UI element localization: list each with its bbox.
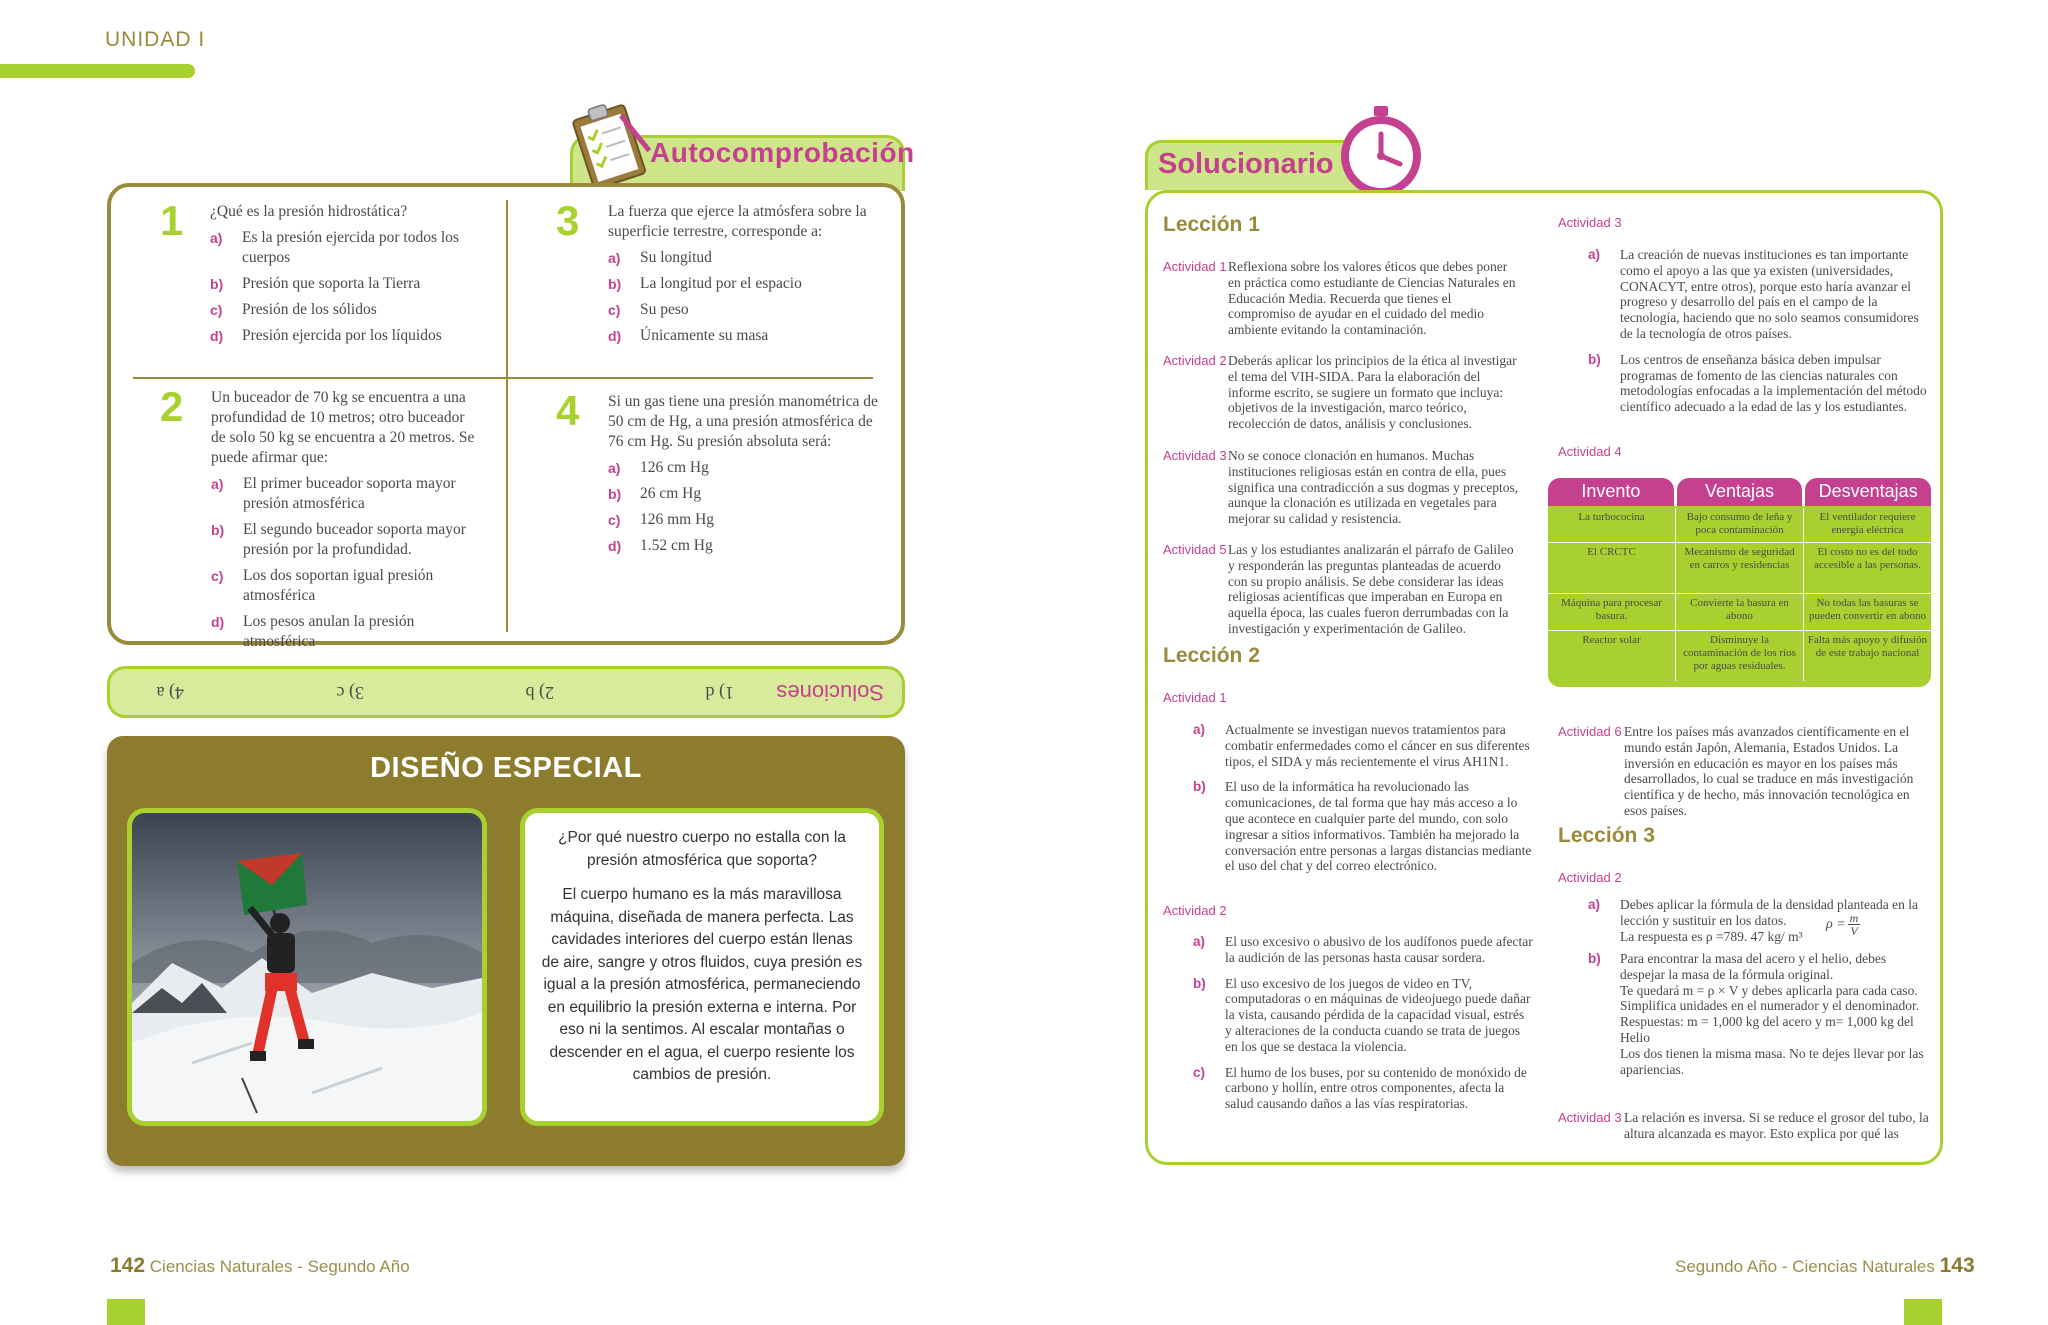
table-cell: Reactor solar xyxy=(1548,631,1676,681)
list-item: a) Actualmente se investigan nuevos tratamientos para combatir enfermedades como el cáncer en sus diferentes tipos, el SIDA y más recientemente el virus AH1N1. xyxy=(1193,722,1530,769)
answer-option: d) 1.52 cm Hg xyxy=(608,537,713,554)
answer-option: a) Es la presión ejercida por todos los cuerpos xyxy=(210,229,459,266)
page-number-left: 142 xyxy=(110,1254,146,1277)
table-cell: La turbococina xyxy=(1548,508,1676,542)
diseno-especial-title: DISEÑO ESPECIAL xyxy=(370,752,642,784)
actividad-2-label: Actividad 2 xyxy=(1163,903,1227,918)
list-item: b) Para encontrar la masa del acero y el helio, debes despejar la masa de la fórmula original. Te quedará m = ρ × V y debes aplicarla para cada caso. Simplifica unidades en el numerador y el denominador. Respuestas: m = 1,000 kg del acero y m= 1,000 kg del Helio Los dos tienen la misma masa. No te dejes llevar por las apariencias. xyxy=(1588,951,1924,1077)
answer-option: a) 126 cm Hg xyxy=(608,459,709,476)
actividad-3-entry: Actividad 3 No se conoce clonación en humanos. Muchas instituciones religiosas están en contra de ella, pues significa una contradicción a sus dogmas y preceptos, aunque la clonación es utilizada en vegetales para mejorar su calidad y resistencia. xyxy=(1163,448,1519,527)
question-3-number: 3 xyxy=(556,197,580,244)
solution-answer: 1) d xyxy=(705,683,734,703)
horizontal-divider xyxy=(133,377,873,379)
question-stem: La fuerza que ejerce la atmósfera sobre la superficie terrestre, corresponde a: xyxy=(608,203,867,240)
answer-option: d) Los pesos anulan la presión atmosférica xyxy=(211,613,415,650)
vertical-divider xyxy=(506,200,508,632)
actividad-5-entry: Actividad 5 Las y los estudiantes analizarán el párrafo de Galileo y responderán las preguntas planteadas de acuerdo con su propio análisis. Se debe considerar las ideas religiosas acientíficas que imperaban en Europa en aquella época, las cuales fueron derrumbadas con la investigación y experimentación de Galileo. xyxy=(1163,542,1514,636)
table-body xyxy=(1548,506,1931,687)
table-cell: El ventilador requiere energía eléctrica xyxy=(1819,511,1916,536)
answer-option: b) El segundo buceador soporta mayor presión por la profundidad. xyxy=(211,521,466,558)
answer-option: c) 126 mm Hg xyxy=(608,511,715,528)
list-item: b) El uso excesivo de los juegos de video en TV, computadoras o en máquinas de videojuego puede dañar la vista, causando pérdida de la capacidad visual, estrés y alteraciones de la conducta cuando se trata de juegos en los que se destaca la violencia. xyxy=(1193,975,1531,1054)
leccion-1-title: Lección 1 xyxy=(1163,213,1260,236)
clipboard-icon xyxy=(572,100,652,192)
actividad-1-items xyxy=(1163,722,1533,874)
list-item: b) Los centros de enseñanza básica deben impulsar programas de fomento de las ciencias naturales con metodologías enfocadas a la implementación del método científico adecuado a la edad de las y los estudiantes. xyxy=(1588,351,1927,415)
table-row xyxy=(1548,631,1931,681)
actividad-6-entry: Actividad 6 Entre los países más avanzados científicamente en el mundo están Japón, Alemania, Estados Unidos. La inversión en educación es mayor en los países más desarrollados, lo cual se traduce en más investigación científica y de hecho, más innovación tecnológica en esos países. xyxy=(1558,724,1914,818)
table-header xyxy=(1548,478,1931,506)
unit-accent-bar xyxy=(0,64,195,78)
autocomprobacion-title: Autocomprobación xyxy=(650,137,915,168)
question-4 xyxy=(608,392,883,562)
corner-marker-right xyxy=(1904,1299,1942,1325)
footer-left xyxy=(110,1254,410,1278)
answer-option: c) Presión de los sólidos xyxy=(210,301,377,318)
answer-option: b) La longitud por el espacio xyxy=(608,275,802,292)
footer-left-text: Ciencias Naturales - Segundo Año xyxy=(149,1257,410,1276)
leccion-3-actividad-2-b xyxy=(1558,951,1932,1077)
table-header-cell: Ventajas xyxy=(1677,478,1803,506)
actividad-2-items xyxy=(1163,934,1533,1112)
soluciones-label: Soluciones xyxy=(776,680,884,705)
answer-option: c) Los dos soportan igual presión atmosférica xyxy=(211,567,434,604)
answer-option: b) Presión que soporta la Tierra xyxy=(210,275,421,292)
stopwatch-icon xyxy=(1338,104,1424,200)
mountaineer-photo xyxy=(127,808,487,1126)
page-number-right: 143 xyxy=(1939,1254,1975,1277)
leccion-3-actividad-2-a xyxy=(1558,897,1932,944)
actividad-1-label: Actividad 1 xyxy=(1163,690,1227,705)
answer-option: a) Su longitud xyxy=(608,249,712,266)
table-row xyxy=(1548,543,1931,594)
question-stem: Un buceador de 70 kg se encuentra a una profundidad de 10 metros; otro buceador de solo 50 kg se encuentra a 20 metros. Se puede afirmar que: xyxy=(211,389,475,466)
list-item: a) La creación de nuevas instituciones es tan importante como el apoyo a las que ya existen (universidades, CONACYT, entre otros), porque esto haría avanzar el progreso y desarrollo del país en el campo de la tecnología, haciendo que no solo seamos consumidores de la tecnología de otros países. xyxy=(1588,247,1919,341)
leccion-3-actividad-3-entry: Actividad 3 La relación es inversa. Si se reduce el grosor del tubo, la altura alcanzada es mayor. Esto explica por qué las xyxy=(1558,1110,1929,1141)
table-cell: Mecanismo de seguridad en carros y residencias xyxy=(1676,543,1804,593)
leccion-3-actividad-2-label: Actividad 2 xyxy=(1558,870,1622,885)
leccion-2-title: Lección 2 xyxy=(1163,644,1260,667)
question-stem: Si un gas tiene una presión manométrica de 50 cm de Hg, a una presión atmosférica de 76 cm Hg. Su presión absoluta será: xyxy=(608,393,878,450)
table-row xyxy=(1548,508,1931,543)
actividad-2-entry: Actividad 2 Deberás aplicar los principios de la ética al investigar el tema del VIH-SIDA. Para la elaboración del informe escrito, se sugiere un formato que incluya: objetivos de la investigación, marco teórico, recolección de datos, análisis y conclusiones. xyxy=(1163,353,1517,432)
table-cell: Bajo consumo de leña y poca contaminación xyxy=(1676,508,1804,542)
solution-answer: 2) b xyxy=(525,683,554,703)
answer-option: d) Únicamente su masa xyxy=(608,327,769,344)
table-cell: No todas las basuras se pueden convertir en abono xyxy=(1809,597,1926,622)
actividad-3-label: Actividad 3 xyxy=(1558,215,1622,230)
list-item: a) El uso excesivo o abusivo de los audífonos puede afectar la audición de las personas hasta causar sordera. xyxy=(1193,934,1533,965)
solution-answer: 3) c xyxy=(336,683,364,703)
table-cell: Máquina para procesar basura. xyxy=(1548,594,1676,630)
question-2-number: 2 xyxy=(160,383,184,430)
unit-title: UNIDAD I xyxy=(105,28,206,51)
table-cell: Disminuye la contaminación de los ríos por aguas residuales. xyxy=(1676,631,1804,681)
table-cell: El costo no es del todo accesible a las personas. xyxy=(1814,546,1921,571)
soluciones-inverted xyxy=(110,669,902,715)
actividad-3-items xyxy=(1558,247,1930,415)
answer-option: b) 26 cm Hg xyxy=(608,485,702,502)
question-1-number: 1 xyxy=(160,197,184,244)
solution-answer: 4) a xyxy=(156,683,184,703)
table-header-cell: Desventajas xyxy=(1805,478,1931,506)
list-item: c) El humo de los buses, por su contenido de monóxido de carbono y hollín, entre otros componentes, afecta la salud causando daños a las vías respiratorias. xyxy=(1193,1064,1527,1112)
table-cell: Falta más apoyo y difusión de este trabajo nacional xyxy=(1807,634,1928,659)
leccion-3-title: Lección 3 xyxy=(1558,824,1655,847)
list-item: b) El uso de la informática ha revolucionado las comunicaciones, de tal forma que hay más acceso a lo que acontece en cualquier parte del mundo, con solo ingresar a sitios informativos. También ha mejorado la conversación entre personas a largas distancias mediante el uso del chat y del correo electrónico. xyxy=(1193,779,1532,874)
actividad-4-label: Actividad 4 xyxy=(1558,444,1622,459)
density-formula: ρ = $\frac{m}{V}$ xyxy=(1826,911,1859,938)
question-2 xyxy=(211,388,481,658)
corner-marker-left xyxy=(107,1299,145,1325)
footer-right xyxy=(1675,1254,1975,1278)
inventos-table xyxy=(1548,478,1931,687)
diseno-answer: El cuerpo humano es la más maravillosa máquina, diseñada de manera perfecta. Las cavidades interiores del cuerpo están llenas de aire, sangre y otros fluidos, cuya presión es igual a la presión atmosférica, permaneciendo en equilibrio la presión externa e interna. Por eso ni la sentimos. Al escalar montañas o descender en el agua, el cuerpo resiente los cambios de presión. xyxy=(541,886,863,1083)
answer-option: a) El primer buceador soporta mayor presión atmosférica xyxy=(211,475,456,512)
question-3 xyxy=(608,202,878,352)
diseno-question: ¿Por qué nuestro cuerpo no estalla con la presión atmosférica que soporta? xyxy=(558,829,846,869)
question-stem: ¿Qué es la presión hidrostática? xyxy=(210,203,408,220)
list-item: a) Debes aplicar la fórmula de la densidad planteada en la lección y sustituir en los datos. La respuesta es ρ =789. 47 kg/ m³ xyxy=(1588,897,1918,944)
table-cell: Convierte la basura en abono xyxy=(1676,594,1804,630)
footer-right-text: Segundo Año - Ciencias Naturales xyxy=(1675,1257,1935,1276)
table-header-cell: Invento xyxy=(1548,478,1674,506)
answer-option: c) Su peso xyxy=(608,301,689,318)
table-cell: El CRCTC xyxy=(1548,543,1676,593)
question-4-number: 4 xyxy=(556,387,580,434)
diseno-especial-text xyxy=(520,808,884,1126)
question-1 xyxy=(210,202,470,352)
table-row xyxy=(1548,594,1931,631)
answer-option: d) Presión ejercida por los líquidos xyxy=(210,327,442,344)
solucionario-title: Solucionario xyxy=(1158,148,1334,180)
actividad-1-entry: Actividad 1 Reflexiona sobre los valores éticos que debes poner en práctica como estudiante de Ciencias Naturales en Educación Media. Recuerda que tienes el compromiso de ayudar en el cuidado del medio ambiente evitando la contaminación. xyxy=(1163,259,1516,338)
soluciones-bar xyxy=(107,666,905,718)
